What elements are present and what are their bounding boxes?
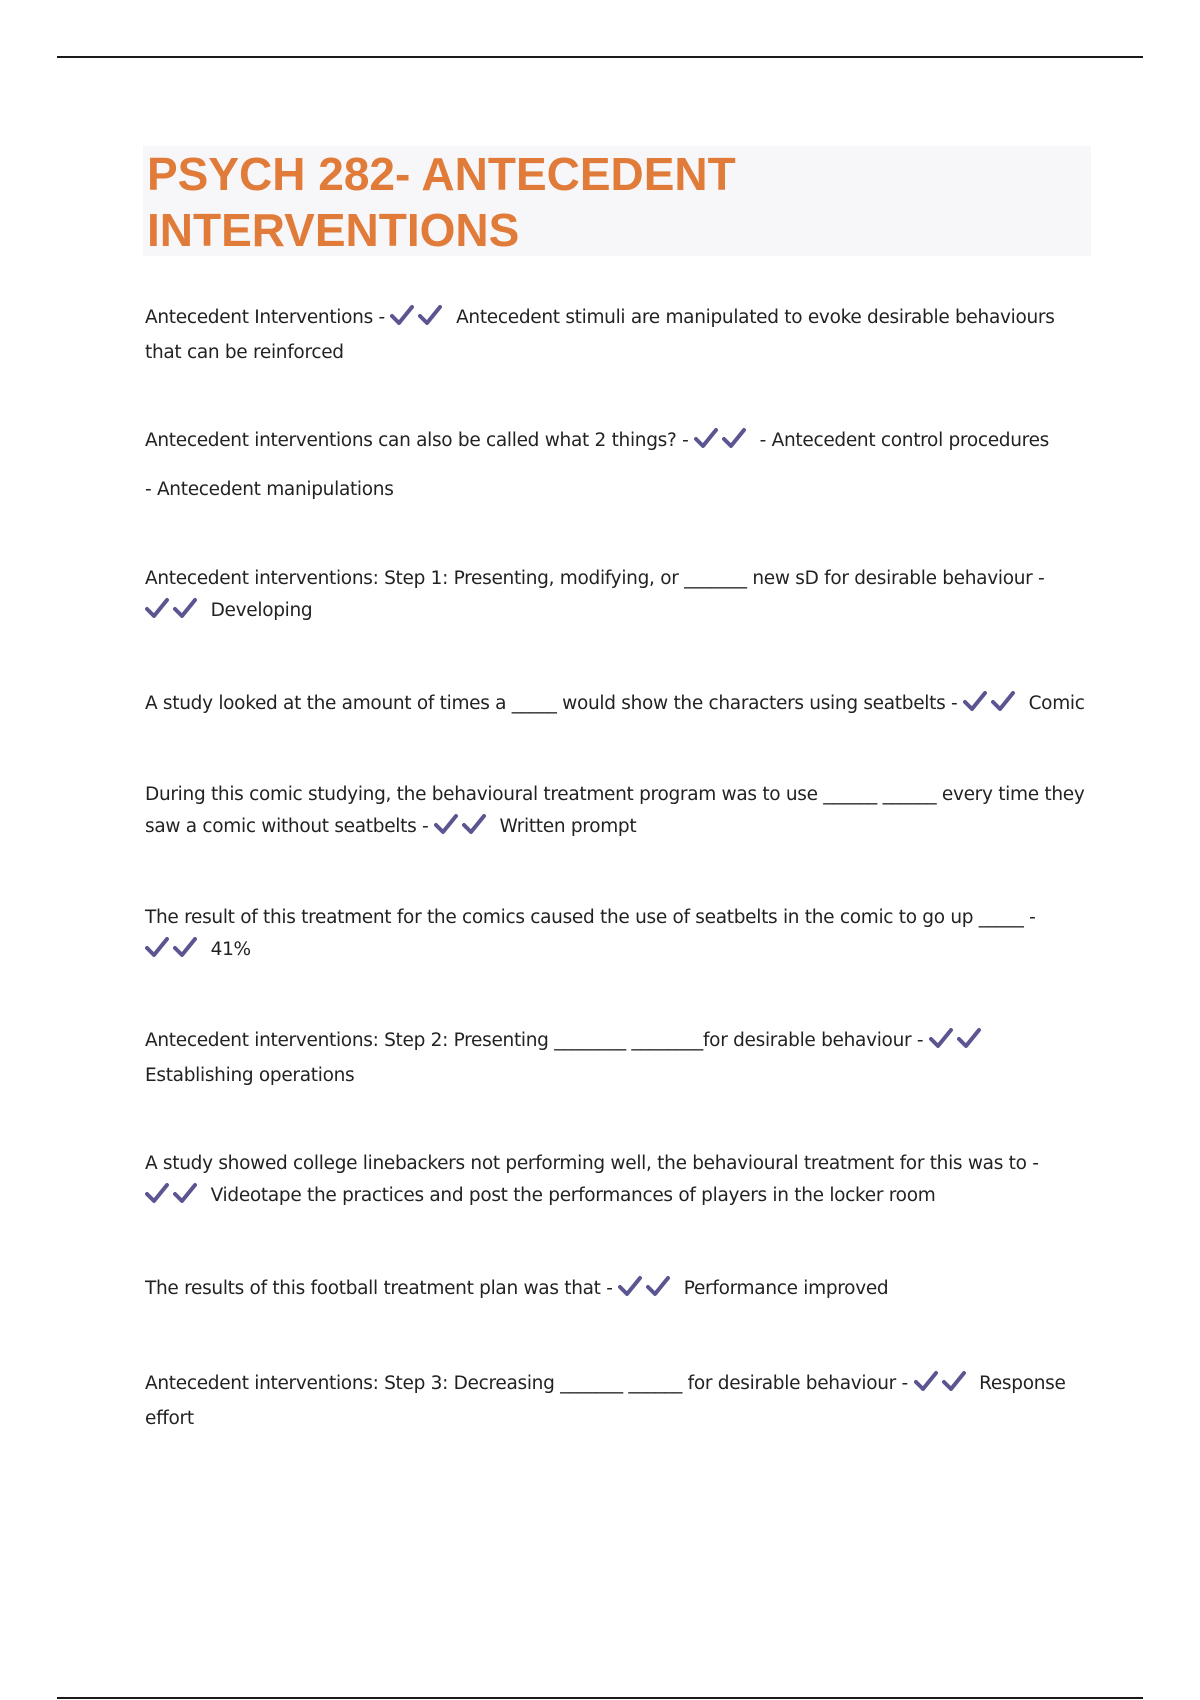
checkmark-icon <box>963 690 987 712</box>
title-box <box>143 146 1091 256</box>
checkmark-icon <box>991 690 1015 712</box>
flashcard-item <box>145 902 1090 969</box>
answer-text: Written prompt <box>499 816 637 837</box>
answer-text: Establishing operations <box>145 1065 355 1086</box>
double-checkmark-icon <box>434 813 490 846</box>
double-checkmark-icon <box>145 1182 201 1215</box>
checkmark-icon <box>929 1027 953 1049</box>
checkmark-icon <box>145 597 169 619</box>
answer-text: Performance improved <box>683 1278 889 1299</box>
double-checkmark-icon <box>963 690 1019 723</box>
double-checkmark-icon <box>390 304 446 337</box>
checkmark-icon <box>173 597 197 619</box>
question-text: A study looked at the amount of times a _____ would show the characters using seatbelts - <box>145 693 958 714</box>
double-checkmark-icon <box>145 597 201 630</box>
answer-text: Comic <box>1028 693 1085 714</box>
question-text: Antecedent interventions can also be called what 2 things? - <box>145 430 689 451</box>
flashcard-item <box>145 1273 1090 1308</box>
flashcard-item <box>145 563 1090 630</box>
answer-text: - Antecedent control procedures <box>759 430 1049 451</box>
checkmark-icon <box>618 1275 642 1297</box>
flashcard-item <box>145 688 1090 723</box>
checkmark-icon <box>942 1370 966 1392</box>
checkmark-icon <box>646 1275 670 1297</box>
answer-text: Antecedent stimuli are manipulated to evoke desirable behaviours that can be reinforced <box>145 307 1055 363</box>
checkmark-icon <box>145 1182 169 1204</box>
flashcard-item <box>145 1148 1090 1215</box>
question-text: A study showed college linebackers not performing well, the behavioural treatment for this was to - <box>145 1153 1039 1174</box>
double-checkmark-icon <box>618 1275 674 1308</box>
answer-text: Response effort <box>145 1373 1066 1429</box>
checkmark-icon <box>434 813 458 835</box>
flashcard-item <box>145 302 1090 369</box>
question-text: Antecedent Interventions - <box>145 307 385 328</box>
answer-text: Developing <box>210 600 313 621</box>
double-checkmark-icon <box>929 1027 985 1060</box>
title-line-1: PSYCH 282- ANTECEDENT <box>147 148 736 200</box>
flashcard-item <box>145 1025 1090 1092</box>
question-text: Antecedent interventions: Step 2: Presenting ________ ________for desirable behaviour - <box>145 1030 924 1051</box>
checkmark-icon <box>462 813 486 835</box>
checkmark-icon <box>173 1182 197 1204</box>
checkmark-icon <box>914 1370 938 1392</box>
double-checkmark-icon <box>694 427 750 460</box>
flashcard-item <box>145 779 1090 846</box>
flashcard-item <box>145 1368 1090 1435</box>
checkmark-icon <box>722 427 746 449</box>
double-checkmark-icon <box>145 936 201 969</box>
double-checkmark-icon <box>914 1370 970 1403</box>
checkmark-icon <box>957 1027 981 1049</box>
document-title <box>147 146 736 258</box>
answer-text-line-2: - Antecedent manipulations <box>145 479 394 500</box>
question-text: During this comic studying, the behavioural treatment program was to use ______ ______ every time they saw a comic without seatbelts - <box>145 784 1085 837</box>
question-text: Antecedent interventions: Step 1: Presenting, modifying, or _______ new sD for desirable behaviour - <box>145 568 1045 589</box>
checkmark-icon <box>418 304 442 326</box>
checkmark-icon <box>694 427 718 449</box>
answer-text: 41% <box>210 939 251 960</box>
flashcard-item <box>145 425 1090 506</box>
title-line-2: INTERVENTIONS <box>147 204 520 256</box>
checkmark-icon <box>173 936 197 958</box>
header-rule <box>57 56 1143 58</box>
question-text: Antecedent interventions: Step 3: Decreasing _______ ______ for desirable behaviour - <box>145 1373 908 1394</box>
checkmark-icon <box>390 304 414 326</box>
question-text: The results of this football treatment plan was that - <box>145 1278 613 1299</box>
answer-text: Videotape the practices and post the performances of players in the locker room <box>210 1185 936 1206</box>
checkmark-icon <box>145 936 169 958</box>
footer-rule <box>57 1697 1143 1699</box>
question-text: The result of this treatment for the comics caused the use of seatbelts in the comic to go up _____ - <box>145 907 1036 928</box>
